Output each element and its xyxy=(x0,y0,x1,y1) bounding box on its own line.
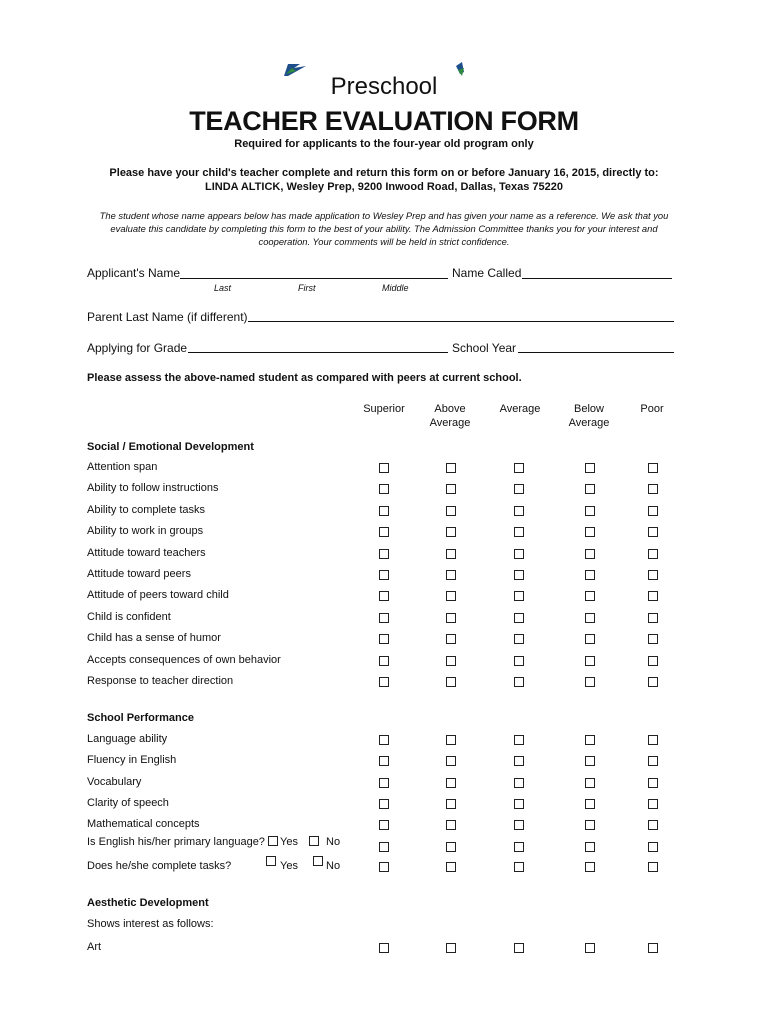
rating-checkbox-poor[interactable] xyxy=(648,506,658,516)
section-title-aesthetic: Aesthetic Development xyxy=(87,897,209,909)
rating-checkbox-below-average[interactable] xyxy=(585,735,595,745)
rating-checkbox-above-average[interactable] xyxy=(446,943,456,953)
q-english-no-checkbox[interactable] xyxy=(309,836,319,846)
rating-checkbox-poor[interactable] xyxy=(648,820,658,830)
rating-checkbox-above-average[interactable] xyxy=(446,735,456,745)
rating-checkbox-superior[interactable] xyxy=(379,735,389,745)
rating-checkbox-superior[interactable] xyxy=(379,862,389,872)
applicant-name-label: Applicant's Name xyxy=(87,266,180,280)
rating-checkbox-above-average[interactable] xyxy=(446,820,456,830)
rating-checkbox-average[interactable] xyxy=(514,484,524,494)
q-tasks-yes-checkbox[interactable] xyxy=(266,856,276,866)
row-label: Vocabulary xyxy=(87,775,142,788)
rating-checkbox-average[interactable] xyxy=(514,506,524,516)
page-title: TEACHER EVALUATION FORM xyxy=(189,106,579,136)
rating-checkbox-poor[interactable] xyxy=(648,570,658,580)
rating-checkbox-above-average[interactable] xyxy=(446,677,456,687)
q-tasks-label: Does he/she complete tasks? xyxy=(87,860,232,872)
rating-checkbox-above-average[interactable] xyxy=(446,656,456,666)
row-label: Attention span xyxy=(87,461,158,473)
section-title-school: School Performance xyxy=(87,712,194,724)
col-poor-label: Poor xyxy=(640,403,664,415)
q-english-yes-checkbox[interactable] xyxy=(268,836,278,846)
rating-checkbox-poor[interactable] xyxy=(648,613,658,623)
rating-checkbox-average[interactable] xyxy=(514,549,524,559)
rating-checkbox-above-average[interactable] xyxy=(446,778,456,788)
col-below-label-1: Below xyxy=(574,403,604,415)
col-above-label-2: Average xyxy=(429,417,471,429)
rating-checkbox-below-average[interactable] xyxy=(585,943,595,953)
rating-checkbox-superior[interactable] xyxy=(379,591,389,601)
rating-checkbox-below-average[interactable] xyxy=(585,463,595,473)
row-label: Child has a sense of humor xyxy=(87,632,221,645)
rating-checkbox-poor[interactable] xyxy=(648,591,658,601)
q-english-label: Is English his/her primary language? xyxy=(87,836,265,848)
rating-checkbox-superior[interactable] xyxy=(379,778,389,788)
col-poor xyxy=(612,402,692,416)
rating-checkbox-above-average[interactable] xyxy=(446,756,456,766)
row-label: Language ability xyxy=(87,733,168,745)
rating-checkbox-poor[interactable] xyxy=(648,527,658,537)
rating-checkbox-above-average[interactable] xyxy=(446,613,456,623)
sub-label-first: First xyxy=(298,283,316,293)
rating-checkbox-poor[interactable] xyxy=(648,677,658,687)
rating-checkbox-above-average[interactable] xyxy=(446,549,456,559)
row-label: Art xyxy=(87,941,102,953)
rating-checkbox-below-average[interactable] xyxy=(585,484,595,494)
rating-checkbox-superior[interactable] xyxy=(379,484,389,494)
rating-checkbox-superior[interactable] xyxy=(379,842,389,852)
rating-checkbox-below-average[interactable] xyxy=(585,756,595,766)
q-english-no-label: No xyxy=(326,836,341,848)
instructions-line-2: LINDA ALTICK, Wesley Prep, 9200 Inwood Road, Dallas, Texas 75220 xyxy=(204,181,564,193)
row-label: Ability to complete tasks xyxy=(87,503,205,516)
applying-grade-line[interactable] xyxy=(188,352,448,353)
section-title-social: Social / Emotional Development xyxy=(87,441,254,453)
rating-checkbox-superior[interactable] xyxy=(379,634,389,644)
row-label: Child is confident xyxy=(87,610,171,623)
rating-checkbox-poor[interactable] xyxy=(648,463,658,473)
rating-checkbox-above-average[interactable] xyxy=(446,862,456,872)
rating-checkbox-poor[interactable] xyxy=(648,862,658,872)
rating-checkbox-above-average[interactable] xyxy=(446,634,456,644)
school-year-line[interactable] xyxy=(518,352,674,353)
rating-checkbox-above-average[interactable] xyxy=(446,527,456,537)
rating-checkbox-superior[interactable] xyxy=(379,756,389,766)
rating-checkbox-superior[interactable] xyxy=(379,677,389,687)
instructions-line-1: Please have your child's teacher complete and return this form on or before January 16, 2015, directly to: xyxy=(109,167,659,179)
col-average xyxy=(480,402,560,416)
rating-checkbox-poor[interactable] xyxy=(648,778,658,788)
rating-checkbox-average[interactable] xyxy=(514,735,524,745)
rating-checkbox-average[interactable] xyxy=(514,943,524,953)
col-above-label-1: Above xyxy=(434,403,466,415)
col-above-average xyxy=(410,402,490,430)
q-tasks-no-label: No xyxy=(326,860,341,872)
rating-checkbox-superior[interactable] xyxy=(379,570,389,580)
col-average-label: Average xyxy=(499,403,541,415)
confidentiality-notice: The student whose name appears below has made application to Wesley Prep and has given your name as a reference. We ask that you evaluate this candidate by completing this form to the best of your ability. The Admission Committee thanks you for your interest and cooperation. Your comments will be held in strict confidence. xyxy=(99,210,669,247)
rating-checkbox-poor[interactable] xyxy=(648,656,658,666)
rating-checkbox-poor[interactable] xyxy=(648,634,658,644)
rating-checkbox-above-average[interactable] xyxy=(446,570,456,580)
row-label: Accepts consequences of own behavior xyxy=(87,653,281,666)
rating-checkbox-average[interactable] xyxy=(514,756,524,766)
school-year-label: School Year xyxy=(452,341,517,355)
school-name: Preschool xyxy=(330,73,438,100)
rating-checkbox-below-average[interactable] xyxy=(585,799,595,809)
rating-checkbox-below-average[interactable] xyxy=(585,656,595,666)
rating-checkbox-below-average[interactable] xyxy=(585,549,595,559)
requirement-note: Required for applicants to the four-year old program only xyxy=(234,138,534,150)
q-tasks-yes-label: Yes xyxy=(280,860,298,872)
rating-checkbox-average[interactable] xyxy=(514,613,524,623)
rating-checkbox-superior[interactable] xyxy=(379,549,389,559)
rating-checkbox-average[interactable] xyxy=(514,591,524,601)
rating-checkbox-below-average[interactable] xyxy=(585,591,595,601)
rating-checkbox-average[interactable] xyxy=(514,820,524,830)
row-label: Attitude toward teachers xyxy=(87,546,206,559)
rating-checkbox-below-average[interactable] xyxy=(585,842,595,852)
rating-checkbox-superior[interactable] xyxy=(379,463,389,473)
rating-checkbox-average[interactable] xyxy=(514,527,524,537)
rating-checkbox-below-average[interactable] xyxy=(585,527,595,537)
rating-checkbox-superior[interactable] xyxy=(379,943,389,953)
rating-checkbox-superior[interactable] xyxy=(379,527,389,537)
row-label: Ability to follow instructions xyxy=(87,482,219,495)
rating-checkbox-below-average[interactable] xyxy=(585,862,595,872)
q-english-yes-label: Yes xyxy=(280,836,298,848)
rating-checkbox-above-average[interactable] xyxy=(446,463,456,473)
rating-checkbox-above-average[interactable] xyxy=(446,484,456,494)
rating-checkbox-above-average[interactable] xyxy=(446,842,456,852)
rating-checkbox-below-average[interactable] xyxy=(585,570,595,580)
rating-checkbox-average[interactable] xyxy=(514,656,524,666)
rating-checkbox-below-average[interactable] xyxy=(585,634,595,644)
rating-checkbox-average[interactable] xyxy=(514,677,524,687)
col-below-label-2: Average xyxy=(568,417,610,429)
rating-checkbox-poor[interactable] xyxy=(648,756,658,766)
parent-last-name-label: Parent Last Name (if different) xyxy=(87,310,248,324)
name-called-line[interactable] xyxy=(522,278,672,279)
rating-checkbox-superior[interactable] xyxy=(379,656,389,666)
rating-checkbox-average[interactable] xyxy=(514,799,524,809)
rating-checkbox-below-average[interactable] xyxy=(585,613,595,623)
row-label: Fluency in English xyxy=(87,754,177,767)
col-superior-label: Superior xyxy=(363,403,405,415)
rating-checkbox-average[interactable] xyxy=(514,842,524,852)
rating-checkbox-poor[interactable] xyxy=(648,943,658,953)
q-tasks-no-checkbox[interactable] xyxy=(313,856,323,866)
applying-grade-label: Applying for Grade xyxy=(87,341,188,355)
rating-checkbox-above-average[interactable] xyxy=(446,799,456,809)
rating-checkbox-below-average[interactable] xyxy=(585,506,595,516)
row-label: Ability to work in groups xyxy=(87,525,204,538)
rating-checkbox-below-average[interactable] xyxy=(585,820,595,830)
rating-checkbox-superior[interactable] xyxy=(379,613,389,623)
aesthetic-intro: Shows interest as follows: xyxy=(87,918,214,930)
rating-checkbox-superior[interactable] xyxy=(379,820,389,830)
rating-checkbox-below-average[interactable] xyxy=(585,778,595,788)
rating-checkbox-below-average[interactable] xyxy=(585,677,595,687)
applicant-name-line[interactable] xyxy=(180,278,448,279)
row-label: Mathematical concepts xyxy=(87,818,200,831)
parent-last-name-line[interactable] xyxy=(248,321,674,322)
rating-checkbox-superior[interactable] xyxy=(379,506,389,516)
name-called-label: Name Called xyxy=(452,266,522,280)
rating-checkbox-average[interactable] xyxy=(514,778,524,788)
rating-checkbox-poor[interactable] xyxy=(648,799,658,809)
row-label: Clarity of speech xyxy=(87,796,169,809)
rating-checkbox-average[interactable] xyxy=(514,570,524,580)
rating-checkbox-average[interactable] xyxy=(514,463,524,473)
instructions xyxy=(0,166,768,194)
rating-checkbox-above-average[interactable] xyxy=(446,591,456,601)
rating-checkbox-poor[interactable] xyxy=(648,484,658,494)
rating-checkbox-poor[interactable] xyxy=(648,842,658,852)
rating-checkbox-poor[interactable] xyxy=(648,735,658,745)
row-label: Attitude of peers toward child xyxy=(87,589,229,602)
rating-checkbox-average[interactable] xyxy=(514,634,524,644)
rating-checkbox-poor[interactable] xyxy=(648,549,658,559)
sub-label-middle: Middle xyxy=(382,283,409,293)
row-label: Response to teacher direction xyxy=(87,675,234,687)
row-label: Attitude toward peers xyxy=(87,568,191,580)
sub-label-last: Last xyxy=(214,283,232,293)
assess-prompt: Please assess the above-named student as compared with peers at current school. xyxy=(87,372,522,384)
rating-checkbox-above-average[interactable] xyxy=(446,506,456,516)
rating-checkbox-average[interactable] xyxy=(514,862,524,872)
rating-checkbox-superior[interactable] xyxy=(379,799,389,809)
